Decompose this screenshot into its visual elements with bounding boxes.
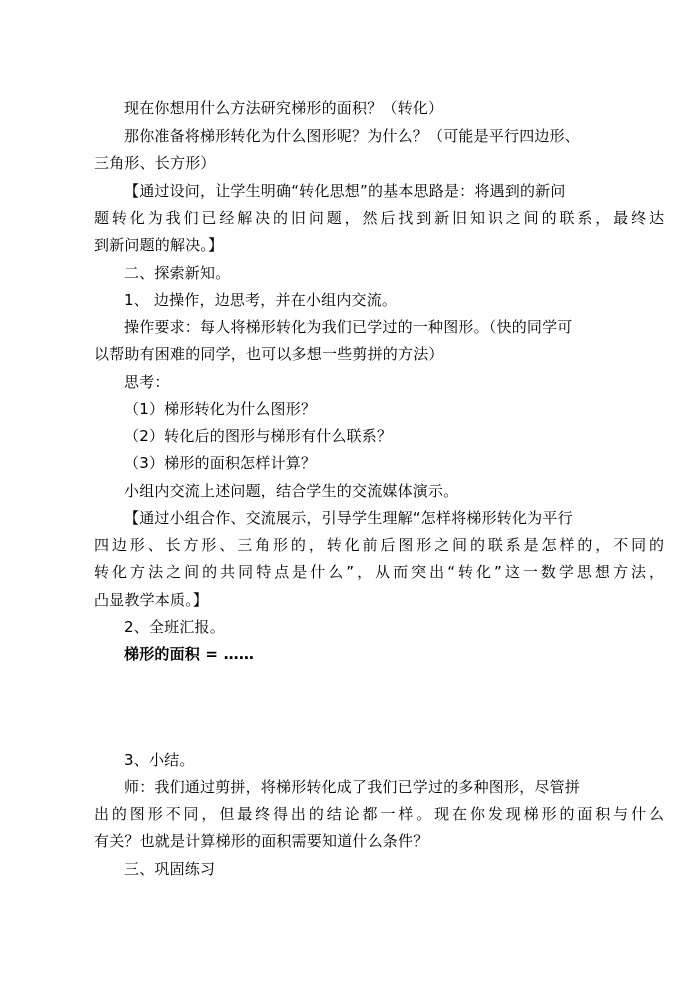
question-shape: 那你准备将梯形转化为什么图形呢？为什么？（可能是平行四边形、 [124,127,581,145]
section-practice-heading: 三、巩固练习 [124,860,216,878]
design-note-2-cont-2: 转化方法之间的共同特点是什么”，从而突出“转化”这一数学思想方法， [94,563,664,581]
design-note-2-end: 凸显教学本质。】 [94,591,209,609]
think-item-1: （1）梯形转化为什么图形？ [124,400,317,418]
think-item-2: （2）转化后的图形与梯形有什么联系？ [124,427,393,445]
trapezoid-area-formula: 梯形的面积 = …… [124,645,255,663]
teacher-summary: 师：我们通过剪拼，将梯形转化成了我们已学过的多种图形，尽管拼 [124,778,581,796]
question-shape-cont: 三角形、长方形） [94,154,216,172]
design-note-1-end: 到新问题的解决。】 [94,236,224,254]
design-note-1: 【通过设问，让学生明确“转化思想”的基本思路是：将遇到的新问 [124,182,566,200]
operation-requirement: 操作要求：每人将梯形转化为我们已学过的一种图形。（快的同学可 [124,318,573,336]
group-exchange: 小组内交流上述问题，结合学生的交流媒体演示。 [124,482,459,500]
think-item-3: （3）梯形的面积怎样计算？ [124,454,317,472]
question-method: 现在你想用什么方法研究梯形的面积？（转化） [124,99,444,117]
design-note-1-cont: 题转化为我们已经解决的旧问题，然后找到新旧知识之间的联系，最终达 [94,209,664,227]
step-1-heading: 1、 边操作，边思考，并在小组内交流。 [124,291,398,309]
section-explore-heading: 二、探索新知。 [124,264,231,282]
design-note-2-cont-1: 四边形、长方形、三角形的，转化前后图形之间的联系是怎样的，不同的 [94,536,664,554]
step-3-heading: 3、小结。 [124,751,195,769]
teacher-summary-end: 有关？也就是计算梯形的面积需要知道什么条件？ [94,832,429,850]
step-2-heading: 2、全班汇报。 [124,618,225,636]
think-label: 思考： [124,373,170,391]
design-note-2: 【通过小组合作、交流展示，引导学生理解“怎样将梯形转化为平行 [124,509,573,527]
operation-requirement-cont: 以帮助有困难的同学，也可以多想一些剪拼的方法） [94,345,444,363]
teacher-summary-cont: 出的图形不同，但最终得出的结论都一样。现在你发现梯形的面积与什么 [94,805,664,823]
